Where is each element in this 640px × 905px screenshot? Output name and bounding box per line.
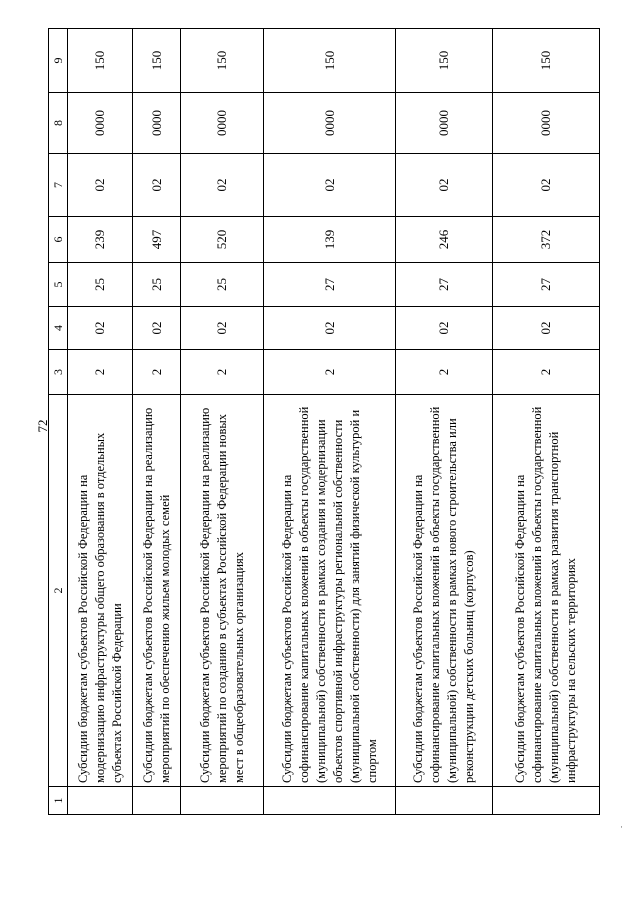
column-header: 3: [49, 350, 68, 395]
column-header: 4: [49, 307, 68, 350]
code-cell: 02: [396, 307, 493, 350]
subsidy-description: Субсидии бюджетам субъектов Российской Федерации на софинансирование капитальных вложений в объекты государственной (муниципальной) собственности в рамках нового строительства или реконструкции детских больниц (корпусов): [396, 395, 493, 787]
code-cell: [493, 787, 600, 815]
column-header: 6: [49, 217, 68, 263]
budget-table-container: [48, 29, 598, 815]
column-header: 9: [49, 29, 68, 93]
scan-speck: ·: [620, 822, 623, 832]
code-cell: 27: [493, 263, 600, 307]
code-cell: 520: [181, 217, 264, 263]
code-cell: 25: [133, 263, 181, 307]
subsidy-description: Субсидии бюджетам субъектов Российской Федерации на реализацию мероприятий по созданию в субъектах Российской Федерации новых мест в общеобразовательных организациях: [181, 395, 264, 787]
code-cell: 02: [68, 154, 133, 217]
code-cell: 02: [181, 307, 264, 350]
code-cell: 2: [493, 350, 600, 395]
column-header: 1: [49, 787, 68, 815]
column-header: 7: [49, 154, 68, 217]
code-cell: [68, 787, 133, 815]
code-cell: 0000: [493, 93, 600, 154]
code-cell: 2: [181, 350, 264, 395]
code-cell: 2: [68, 350, 133, 395]
code-cell: 150: [264, 29, 396, 93]
page-number: 72: [35, 419, 50, 433]
budget-classification-table: [48, 28, 600, 815]
code-cell: 246: [396, 217, 493, 263]
code-cell: 02: [396, 154, 493, 217]
code-cell: 372: [493, 217, 600, 263]
code-cell: 0000: [68, 93, 133, 154]
code-cell: 0000: [264, 93, 396, 154]
code-cell: 02: [133, 154, 181, 217]
code-cell: 02: [133, 307, 181, 350]
code-cell: 0000: [133, 93, 181, 154]
code-cell: 150: [493, 29, 600, 93]
code-cell: 239: [68, 217, 133, 263]
code-cell: 02: [181, 154, 264, 217]
column-number-row: [49, 29, 68, 815]
column-header: 5: [49, 263, 68, 307]
code-cell: 2: [396, 350, 493, 395]
code-cell: 02: [264, 307, 396, 350]
table-row: [68, 29, 133, 815]
code-cell: [181, 787, 264, 815]
subsidy-description: Субсидии бюджетам субъектов Российской Федерации на реализацию мероприятий по обеспечению жильем молодых семей: [133, 395, 181, 787]
table-row: [133, 29, 181, 815]
code-cell: 27: [264, 263, 396, 307]
code-cell: 2: [264, 350, 396, 395]
subsidy-description: Субсидии бюджетам субъектов Российской Федерации на софинансирование капитальных вложений в объекты государственной (муниципальной) собственности в рамках создания и модернизации объектов спортивной инфраструктуры региональной собственности (муниципальной собственности) для занятий физической культурой и спортом: [264, 395, 396, 787]
subsidy-description: Субсидии бюджетам субъектов Российской Федерации на софинансирование капитальных вложений в объекты государственной (муниципальной) собственности в рамках развития транспортной инфраструктуры на сельских территориях: [493, 395, 600, 787]
code-cell: [133, 787, 181, 815]
code-cell: 497: [133, 217, 181, 263]
table-row: [493, 29, 600, 815]
code-cell: 02: [493, 307, 600, 350]
code-cell: 150: [396, 29, 493, 93]
code-cell: 02: [493, 154, 600, 217]
code-cell: 25: [68, 263, 133, 307]
column-header: 8: [49, 93, 68, 154]
table-row: [264, 29, 396, 815]
code-cell: 02: [68, 307, 133, 350]
code-cell: 150: [181, 29, 264, 93]
code-cell: 0000: [181, 93, 264, 154]
code-cell: [396, 787, 493, 815]
code-cell: 0000: [396, 93, 493, 154]
code-cell: 27: [396, 263, 493, 307]
column-header: 2: [49, 395, 68, 787]
code-cell: 25: [181, 263, 264, 307]
code-cell: 139: [264, 217, 396, 263]
subsidy-description: Субсидии бюджетам субъектов Российской Федерации на модернизацию инфраструктуры общего образования в отдельных субъектах Российской Федерации: [68, 395, 133, 787]
code-cell: 2: [133, 350, 181, 395]
table-row: [181, 29, 264, 815]
code-cell: 150: [133, 29, 181, 93]
code-cell: 02: [264, 154, 396, 217]
code-cell: [264, 787, 396, 815]
table-row: [396, 29, 493, 815]
code-cell: 150: [68, 29, 133, 93]
